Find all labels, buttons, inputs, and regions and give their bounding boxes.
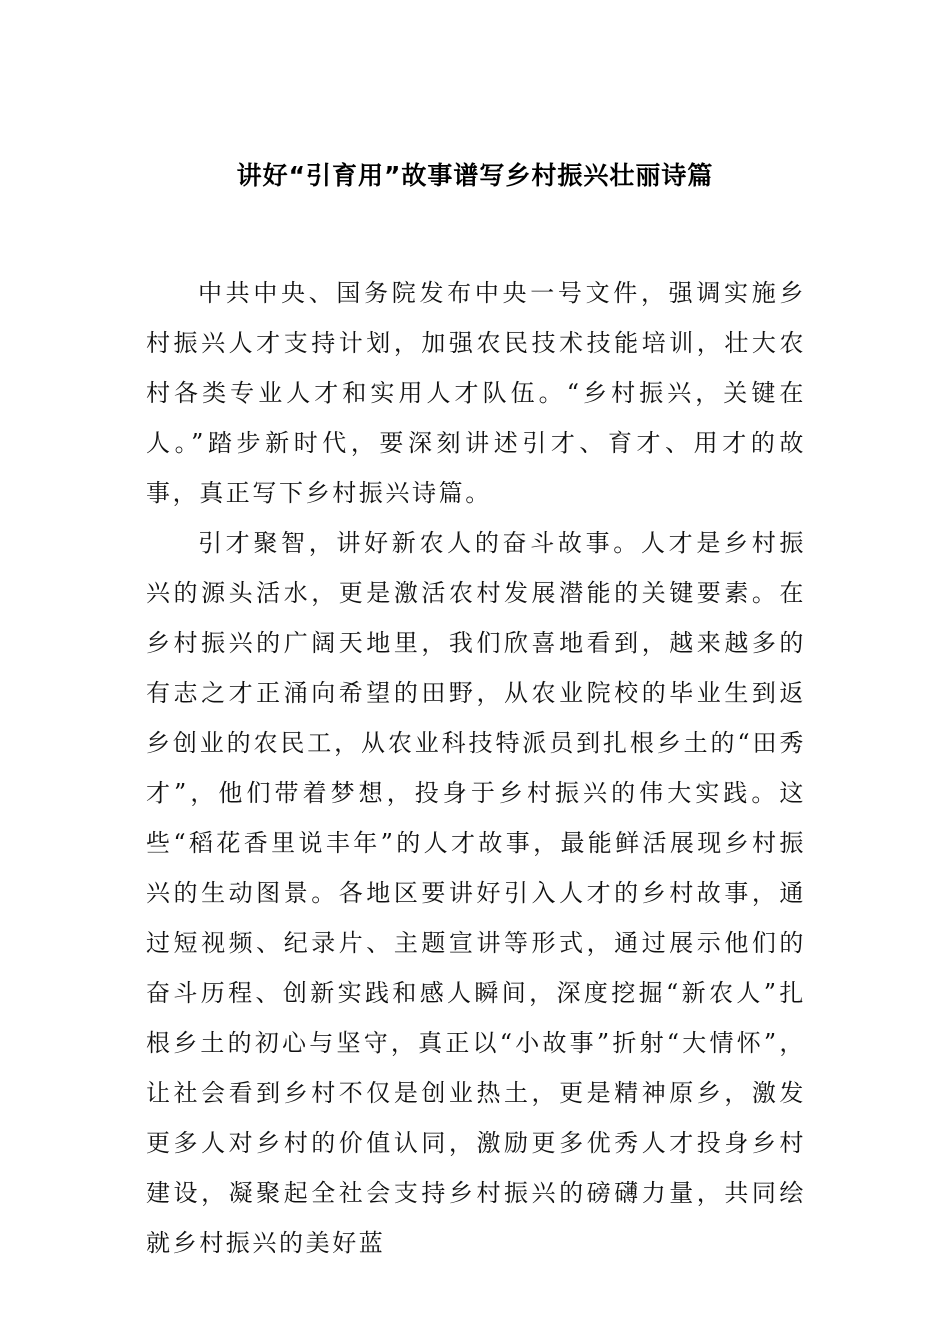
paragraph-intro: 中共中央、国务院发布中央一号文件，强调实施乡村振兴人才支持计划，加强农民技术技能培训，壮大农村各类专业人才和实用人才队伍。“乡村振兴，关键在人。”踏步新时代，要深刻讲述引才、育才、用才的故事，真正写下乡村振兴诗篇。 (146, 279, 806, 507)
paragraph-talent-attraction: 引才聚智，讲好新农人的奋斗故事。人才是乡村振兴的源头活水，更是激活农村发展潜能的关键要素。在乡村振兴的广阔天地里，我们欣喜地看到，越来越多的有志之才正涌向希望的田野，从农业院校的毕业生到返乡创业的农民工，从农业科技特派员到扎根乡土的“田秀才”，他们带着梦想，投身于乡村振兴的伟大实践。这些“稻花香里说丰年”的人才故事，最能鲜活展现乡村振兴的生动图景。各地区要讲好引入人才的乡村故事，通过短视频、纪录片、主题宣讲等形式，通过展示他们的奋斗历程、创新实践和感人瞬间，深度挖掘“新农人”扎根乡土的初心与坚守，真正以“小故事”折射“大情怀”，让社会看到乡村不仅是创业热土，更是精神原乡，激发更多人对乡村的价值认同，激励更多优秀人才投身乡村建设，凝聚起全社会支持乡村振兴的磅礴力量，共同绘就乡村振兴的美好蓝 (146, 529, 806, 1257)
document-body (146, 268, 806, 1268)
document-title: 讲好“引育用”故事谱写乡村振兴壮丽诗篇 (236, 161, 714, 190)
